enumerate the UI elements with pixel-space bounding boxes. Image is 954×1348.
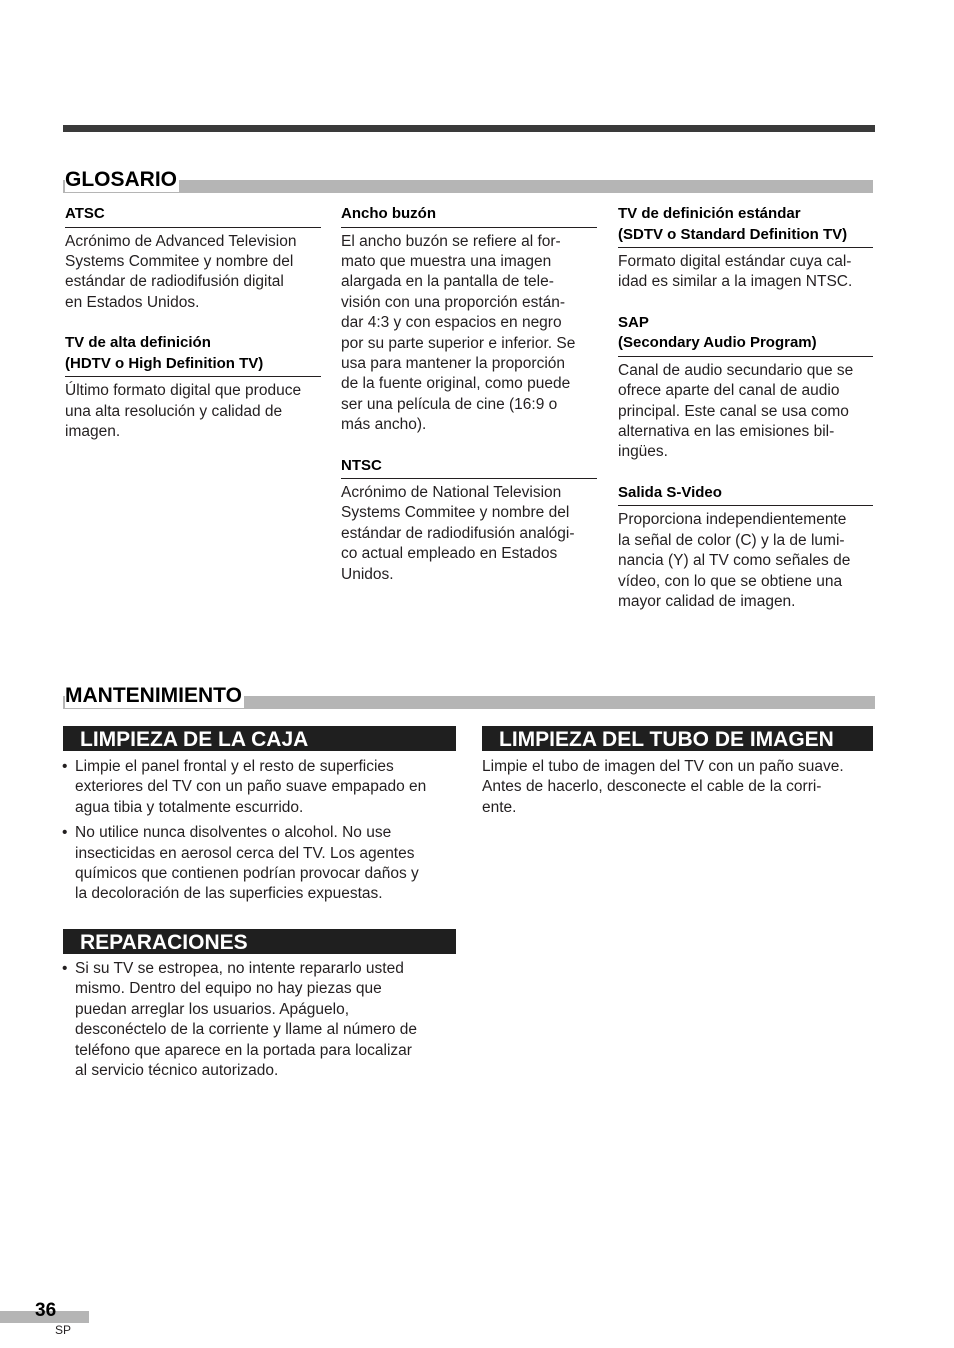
bullet-icon: • xyxy=(62,758,68,775)
limpieza-tubo-header: LIMPIEZA DEL TUBO DE IMAGEN xyxy=(482,726,873,751)
text-line: exteriores del TV con un paño suave empapado en xyxy=(75,778,427,796)
text-line: insecticidas en aerosol cerca del TV. Los agentes xyxy=(75,844,415,862)
text-line: de la fuente original, como puede xyxy=(341,375,571,393)
list-item xyxy=(62,757,462,818)
text-line: (Secondary Audio Program) xyxy=(618,334,817,352)
text-line: Formato digital estándar cuya cal- xyxy=(618,253,852,270)
text-line: al servicio técnico autorizado. xyxy=(75,1062,279,1080)
glossary-definition xyxy=(65,381,321,442)
glosario-title: GLOSARIO xyxy=(65,168,178,191)
text-line: Limpie el tubo de imagen del TV con un paño suave. xyxy=(482,758,844,775)
glossary-entry xyxy=(618,483,873,613)
glossary-term xyxy=(618,483,873,507)
bullet-icon: • xyxy=(62,960,68,977)
text-line: más ancho). xyxy=(341,416,427,434)
text-line: Salida S-Video xyxy=(618,483,722,501)
text-line: imagen. xyxy=(65,422,121,440)
text-line: puedan arreglar los usuarios. Apáguelo, xyxy=(75,1000,350,1018)
page-number: 36 xyxy=(35,1300,57,1321)
text-line: estándar de radiodifusión analógi- xyxy=(341,524,575,542)
text-line: principal. Este canal se usa como xyxy=(618,402,849,420)
glossary-entry xyxy=(65,204,321,313)
glossary-column-3 xyxy=(618,204,873,632)
text-line: Proporciona independientemente xyxy=(618,511,847,529)
list-item xyxy=(62,823,462,905)
text-line: SAP xyxy=(618,313,649,331)
text-line: alternativa en las emisiones bil- xyxy=(618,423,835,441)
text-line: mayor calidad de imagen. xyxy=(618,592,796,610)
text-line: Limpie el panel frontal y el resto de superficies xyxy=(75,758,394,775)
glossary-entry xyxy=(341,204,597,436)
glossary-term xyxy=(341,204,597,228)
glossary-term xyxy=(618,313,873,357)
text-line: co actual empleado en Estados xyxy=(341,545,558,563)
glossary-entry xyxy=(618,204,873,293)
glossary-entry xyxy=(65,333,321,442)
text-line: Acrónimo de Advanced Television xyxy=(65,232,297,250)
text-line: teléfono que aparece en la portada para localizar xyxy=(75,1041,412,1059)
glosario-band xyxy=(63,180,873,193)
text-line: El ancho buzón se refiere al for- xyxy=(341,232,561,250)
text-line: Antes de hacerlo, desconecte el cable de la corri- xyxy=(482,778,822,796)
glossary-definition xyxy=(618,510,873,612)
glossary-definition xyxy=(618,361,873,463)
text-line: químicos que contienen podrían provocar daños y xyxy=(75,865,419,883)
text-line: la decoloración de las superficies expuestas. xyxy=(75,885,383,903)
text-line: ente. xyxy=(482,798,517,816)
text-line: ser una película de cine (16:9 o xyxy=(341,395,558,413)
limpieza-tubo-text xyxy=(482,757,844,818)
text-line: agua tibia y totalmente escurrido. xyxy=(75,798,304,816)
glossary-term xyxy=(65,204,321,228)
limpieza-caja-header: LIMPIEZA DE LA CAJA xyxy=(63,726,456,751)
text-line: Unidos. xyxy=(341,565,394,583)
reparaciones-list xyxy=(62,959,462,1086)
glossary-definition xyxy=(618,252,873,293)
text-line: en Estados Unidos. xyxy=(65,293,200,311)
mantenimiento-title: MANTENIMIENTO xyxy=(65,684,242,707)
glossary-column-1 xyxy=(65,204,321,462)
reparaciones-header: REPARACIONES xyxy=(63,929,456,954)
text-line: vídeo, con lo que se obtiene una xyxy=(618,572,843,590)
text-line: la señal de color (C) y la de lumi- xyxy=(618,531,845,549)
bullet-icon: • xyxy=(62,824,68,842)
text-line: TV de alta definición xyxy=(65,334,211,352)
text-line: ingües. xyxy=(618,443,668,461)
text-line: mato que muestra una imagen xyxy=(341,252,552,270)
text-line: No utilice nunca disolventes o alcohol. No use xyxy=(75,824,392,842)
glossary-term xyxy=(341,456,597,480)
text-line: desconéctelo de la corriente y llame al número de xyxy=(75,1021,418,1039)
text-line: ofrece aparte del canal de audio xyxy=(618,382,840,400)
text-line: Último formato digital que produce xyxy=(65,382,302,400)
glossary-definition xyxy=(65,232,321,314)
text-line: (SDTV o Standard Definition TV) xyxy=(618,225,848,243)
top-rule xyxy=(63,125,875,132)
glossary-entry xyxy=(341,456,597,586)
text-line: visión con una proporción están- xyxy=(341,293,566,311)
text-line: dar 4:3 y con espacios en negro xyxy=(341,314,562,332)
text-line: (HDTV o High Definition TV) xyxy=(65,354,264,372)
text-line: Systems Commitee y nombre del xyxy=(65,252,294,270)
text-line: por su parte superior e inferior. Se xyxy=(341,334,576,352)
text-line: nancia (Y) al TV como señales de xyxy=(618,552,851,570)
text-line: NTSC xyxy=(341,456,382,474)
text-line: mismo. Dentro del equipo no hay piezas que xyxy=(75,980,382,998)
text-line: TV de definición estándar xyxy=(618,205,801,222)
text-line: usa para mantener la proporción xyxy=(341,354,566,372)
list-item xyxy=(62,959,462,1081)
glossary-term xyxy=(65,333,321,377)
glossary-definition xyxy=(341,232,597,436)
glossary-entry xyxy=(618,313,873,463)
text-line: Systems Commitee y nombre del xyxy=(341,504,570,522)
text-line: Canal de audio secundario que se xyxy=(618,361,854,379)
text-line: Acrónimo de National Television xyxy=(341,484,562,502)
text-line: Ancho buzón xyxy=(341,205,436,222)
glossary-term xyxy=(618,204,873,248)
text-line: una alta resolución y calidad de xyxy=(65,402,283,420)
text-line: ATSC xyxy=(65,205,105,222)
language-code: SP xyxy=(55,1323,72,1337)
glossary-column-2 xyxy=(341,204,597,605)
text-line: alargada en la pantalla de tele- xyxy=(341,273,554,291)
text-line: idad es similar a la imagen NTSC. xyxy=(618,273,853,291)
limpieza-caja-list xyxy=(62,757,462,910)
text-line: estándar de radiodifusión digital xyxy=(65,273,284,291)
glossary-definition xyxy=(341,483,597,585)
text-line: Si su TV se estropea, no intente repararlo usted xyxy=(75,960,404,977)
